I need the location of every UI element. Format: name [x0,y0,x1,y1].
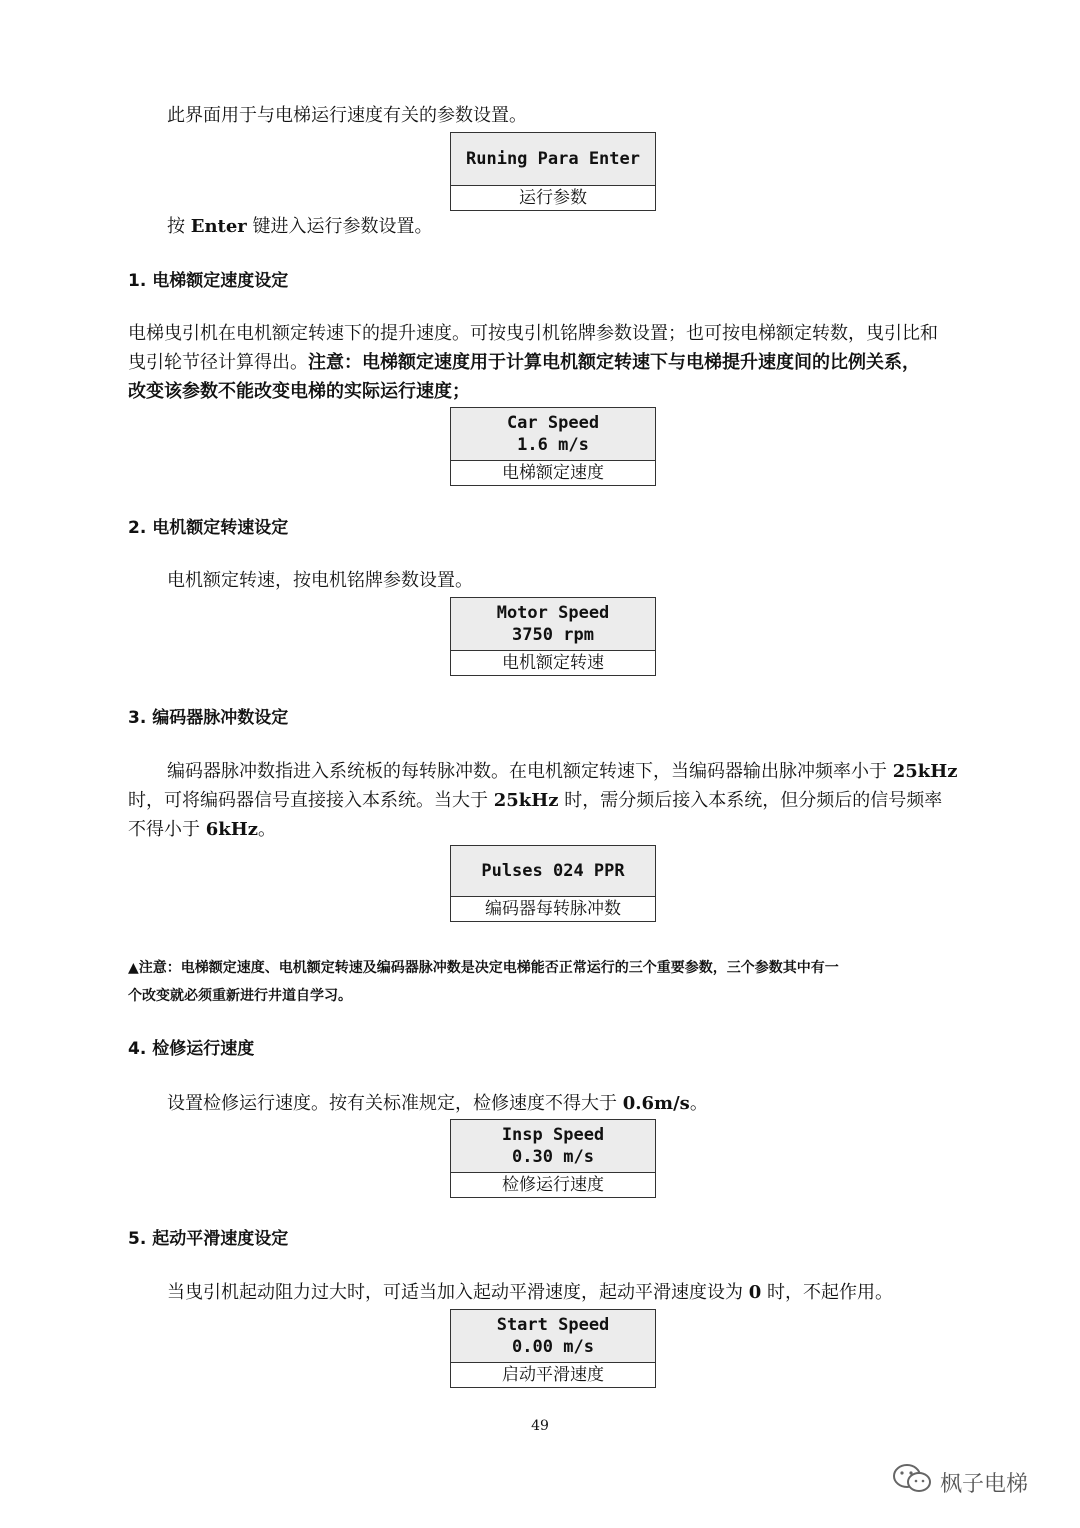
note-line: 个改变就必须重新进行井道自学习。 [128,988,352,1004]
section-heading-3: 3. 编码器脉冲数设定 [128,708,289,728]
page-number: 49 [531,1418,549,1434]
lcd-caption: 电机额定转速 [502,653,604,673]
text: 不得小于 [128,819,206,840]
text: 编码器脉冲数指进入系统板的每转脉冲数。在电机额定转速下，当编码器输出脉冲频率小于 [167,761,893,782]
text: 当曳引机起动阻力过大时，可适当加入起动平滑速度，起动平滑速度设为 [167,1282,749,1303]
frequency-value: 25kHz [892,761,958,782]
lcd-panel-motor-speed [450,597,656,676]
warning-text: 改变该参数不能改变电梯的实际运行速度； [128,381,470,402]
lcd-screen [451,846,655,897]
paragraph-line [167,1090,708,1118]
lcd-line: Pulses 024 PPR [481,861,625,881]
lcd-line: 0.30 m/s [512,1147,594,1167]
zero-value: 0 [748,1282,762,1303]
lcd-line: Runing Para Enter [466,149,640,169]
paragraph-line: 电梯曳引机在电机额定转速下的提升速度。可按曳引机铭牌参数设置；也可按电梯额定转数，曳引比和 [128,323,938,344]
wechat-icon [892,1462,932,1502]
lcd-panel-insp-speed [450,1119,656,1198]
lcd-line: 3750 rpm [512,625,594,645]
text: 时，可将编码器信号直接接入本系统。当大于 [128,790,494,811]
text: 曳引轮节径计算得出。 [128,352,308,373]
paragraph-line [128,816,276,844]
text: 时，需分频后接入本系统，但分频后的信号频率 [558,790,943,811]
lcd-screen [451,133,655,186]
enter-instruction [167,213,433,241]
lcd-caption: 电梯额定速度 [502,463,604,483]
text: 。 [257,819,276,840]
lcd-line: Start Speed [496,1315,610,1335]
paragraph-line [167,1279,893,1307]
paragraph-line: 电机额定转速，按电机铭牌参数设置。 [167,570,473,591]
lcd-panel-running [450,132,656,211]
lcd-caption: 运行参数 [519,188,587,208]
text: 按 [167,216,191,237]
lcd-caption: 启动平滑速度 [502,1365,604,1385]
warning-text: 注意：电梯额定速度用于计算电机额定转速下与电梯提升速度间的比例关系， [308,352,920,373]
watermark-text: 枫子电梯 [940,1471,1029,1497]
section-heading-2: 2. 电机额定转速设定 [128,518,289,538]
text: 。 [689,1093,708,1114]
section-heading-4: 4. 检修运行速度 [128,1039,255,1059]
lcd-panel-pulses [450,845,656,922]
paragraph-line [128,349,920,377]
enter-key: Enter [190,216,247,237]
lcd-line: Motor Speed [496,603,610,623]
watermark [892,1462,1028,1502]
lcd-screen [451,1310,655,1363]
lcd-panel-car-speed [450,407,656,486]
lcd-line: Insp Speed [501,1125,605,1145]
lcd-line: 0.00 m/s [512,1337,594,1357]
lcd-caption: 检修运行速度 [502,1175,604,1195]
text: 时，不起作用。 [761,1282,893,1303]
frequency-value: 6kHz [205,819,258,840]
speed-limit-value: 0.6m/s [622,1093,690,1114]
lcd-line: 1.6 m/s [517,435,589,455]
section-heading-5: 5. 起动平滑速度设定 [128,1229,289,1249]
lcd-screen [451,1120,655,1173]
frequency-value: 25kHz [493,790,559,811]
lcd-screen [451,598,655,651]
lcd-caption: 编码器每转脉冲数 [485,899,621,919]
lcd-screen [451,408,655,461]
note-line: ▲注意：电梯额定速度、电机额定转速及编码器脉冲数是决定电梯能否正常运行的三个重要参数，三个参数其中有一 [128,960,839,976]
intro-text: 此界面用于与电梯运行速度有关的参数设置。 [167,105,527,126]
text: 键进入运行参数设置。 [246,216,433,237]
lcd-panel-start-speed [450,1309,656,1388]
text: 设置检修运行速度。按有关标准规定，检修速度不得大于 [167,1093,623,1114]
paragraph-line [167,758,957,786]
section-heading-1: 1. 电梯额定速度设定 [128,271,289,291]
paragraph-line [128,787,942,815]
lcd-line: Car Speed [506,413,600,433]
